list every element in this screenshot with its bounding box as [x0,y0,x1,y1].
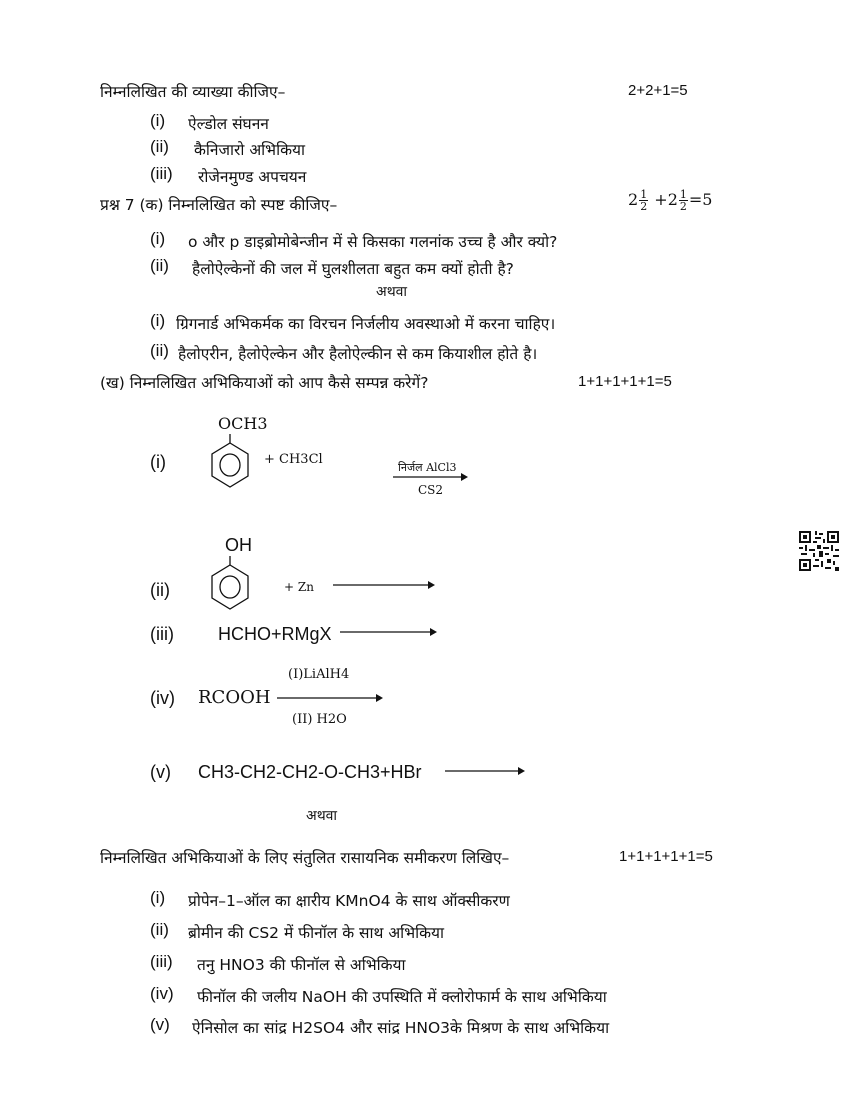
c-item-no: (iii) [150,952,173,971]
reaction-arrow [333,580,435,590]
q7a-heading: प्रश्न 7 (क) निम्नलिखित को स्पष्ट कीजिए– [100,196,338,214]
condition-top: (I)LiAlH4 [288,667,350,682]
q7a-item-no: (i) [150,229,166,248]
q6-marks: 2+2+1=5 [628,82,688,99]
reaction-no: (v) [150,762,171,782]
reaction-formula: CH3-CH2-CH2-O-CH3+HBr [198,762,422,782]
q7c-marks: 1+1+1+1+1=5 [619,848,713,865]
reaction-formula: RCOOH [198,687,271,708]
qr-code-icon [799,531,839,571]
c-item-no: (i) [150,888,166,907]
c-item-text: तनु HNO3 की फीनॉल से अभिकिया [197,956,406,974]
reaction-arrow [340,627,437,637]
c-item-no: (ii) [150,920,169,939]
reagent-label: + Zn [284,580,314,594]
benzene-ring-icon [205,434,255,496]
q7b-heading: (ख) निम्नलिखित अभिकियाओं को आप कैसे सम्पन्न करेगें? [100,374,429,392]
substituent-label: OH [225,535,252,555]
c-item-text: प्रोपेन–1–ऑल का क्षारीय KMnO4 के साथ ऑक्सीकरण [188,892,510,910]
q7c-heading: निम्नलिखित अभिकियाओं के लिए संतुलित रासायनिक समीकरण लिखिए– [100,849,510,867]
c-item-no: (iv) [150,984,174,1003]
q6-item-no: (ii) [150,137,169,156]
reagent-label: + CH3Cl [264,452,323,467]
condition-bottom: (II) H2O [292,712,347,727]
reaction-no: (ii) [150,580,170,600]
q6-item-text: कैनिजारो अभिकिया [194,141,305,159]
reaction-no: (iii) [150,624,174,644]
q6-item-text: रोजेनमुण्ड अपचयन [198,168,307,186]
q7a-item-no: (ii) [150,256,169,275]
alt-item-text: हैलोएरीन, हैलोऐल्केन और हैलोऐल्कीन से कम कियाशील होते है। [178,345,538,363]
reaction-no: (iv) [150,688,175,708]
reaction-arrow [445,766,525,776]
reaction-arrow [393,472,468,482]
reaction-arrow [277,693,383,703]
c-item-text: ब्रोमीन की CS2 में फीनॉल के साथ अभिकिया [188,924,445,942]
reaction-formula: HCHO+RMgX [218,624,332,644]
q6-item-no: (i) [150,111,166,130]
or-label: अथवा [376,284,408,300]
substituent-label: OCH3 [218,414,268,433]
q7a-item-text: o और p डाइब्रोमोबेन्जीन में से किसका गलनांक उच्च है और क्यो? [188,233,558,251]
q7b-marks: 1+1+1+1+1=5 [578,373,672,390]
c-item-no: (v) [150,1015,170,1034]
q6-item-no: (iii) [150,164,173,183]
q7a-item-text: हैलोऐल्केनों की जल में घुलशीलता बहुत कम क्यों होती है? [192,260,514,278]
condition-top: निर्जल AlCl3 [398,461,457,474]
alt-item-no: (i) [150,311,166,330]
q6-intro: निम्नलिखित की व्याख्या कीजिए– [100,83,286,101]
alt-item-no: (ii) [150,341,169,360]
q6-item-text: ऐल्डोल संघनन [188,115,269,133]
condition-bottom: CS2 [418,483,444,497]
benzene-ring-icon [205,556,255,618]
reaction-no: (i) [150,452,166,472]
c-item-text: ऐनिसोल का सांद्र H2SO4 और सांद्र HNO3के मिश्रण के साथ अभिकिया [192,1019,610,1037]
or-label: अथवा [306,808,338,824]
c-item-text: फीनॉल की जलीय NaOH की उपस्थिति में क्लोरोफार्म के साथ अभिकिया [197,988,607,1006]
q7a-marks: 2 $\frac{1}{2}$ +2 $\frac{1}{2}$ =5 [628,188,713,213]
alt-item-text: ग्रिगनार्ड अभिकर्मक का विरचन निर्जलीय अवस्थाओ में करना चाहिए। [176,315,556,333]
